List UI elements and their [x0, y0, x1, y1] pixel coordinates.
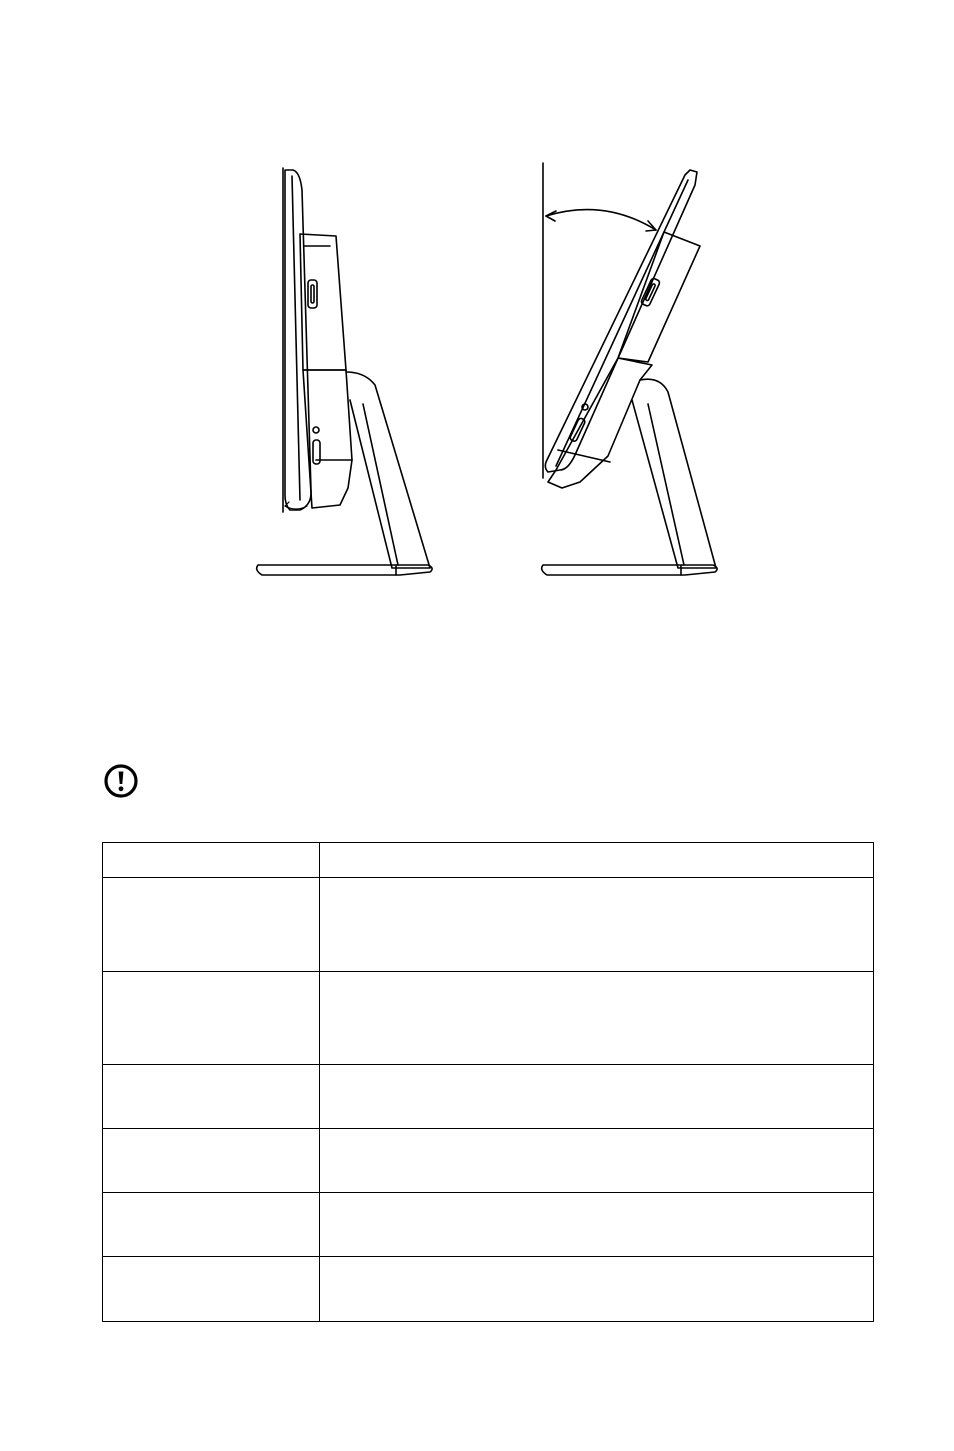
- table-cell: [103, 1257, 320, 1322]
- table-cell: [320, 972, 874, 1065]
- table-cell: [103, 843, 320, 878]
- table-cell: [320, 1129, 874, 1193]
- table-cell: [320, 1065, 874, 1129]
- table-header-row: [103, 843, 874, 878]
- table-cell: [103, 972, 320, 1065]
- double-headed-arc-arrow-icon: [546, 210, 656, 231]
- spec-table: [102, 842, 874, 1322]
- table-cell: [320, 878, 874, 972]
- table-cell: [320, 1193, 874, 1257]
- exclamation-circle-icon: [103, 763, 139, 799]
- table-cell: [103, 878, 320, 972]
- attention-notice: [103, 763, 139, 799]
- tilt-diagrams-svg: [0, 0, 954, 620]
- table-row: [103, 1257, 874, 1322]
- monitor-side-view-upright-icon: [257, 168, 432, 575]
- table-cell: [320, 1257, 874, 1322]
- table-row: [103, 878, 874, 972]
- tilt-illustration: [0, 0, 954, 620]
- table-cell: [103, 1129, 320, 1193]
- table-row: [103, 1129, 874, 1193]
- table-cell: [320, 843, 874, 878]
- table-cell: [103, 1193, 320, 1257]
- monitor-side-view-tilted-icon: [542, 163, 717, 575]
- table-row: [103, 972, 874, 1065]
- table-row: [103, 1065, 874, 1129]
- table-cell: [103, 1065, 320, 1129]
- table-row: [103, 1193, 874, 1257]
